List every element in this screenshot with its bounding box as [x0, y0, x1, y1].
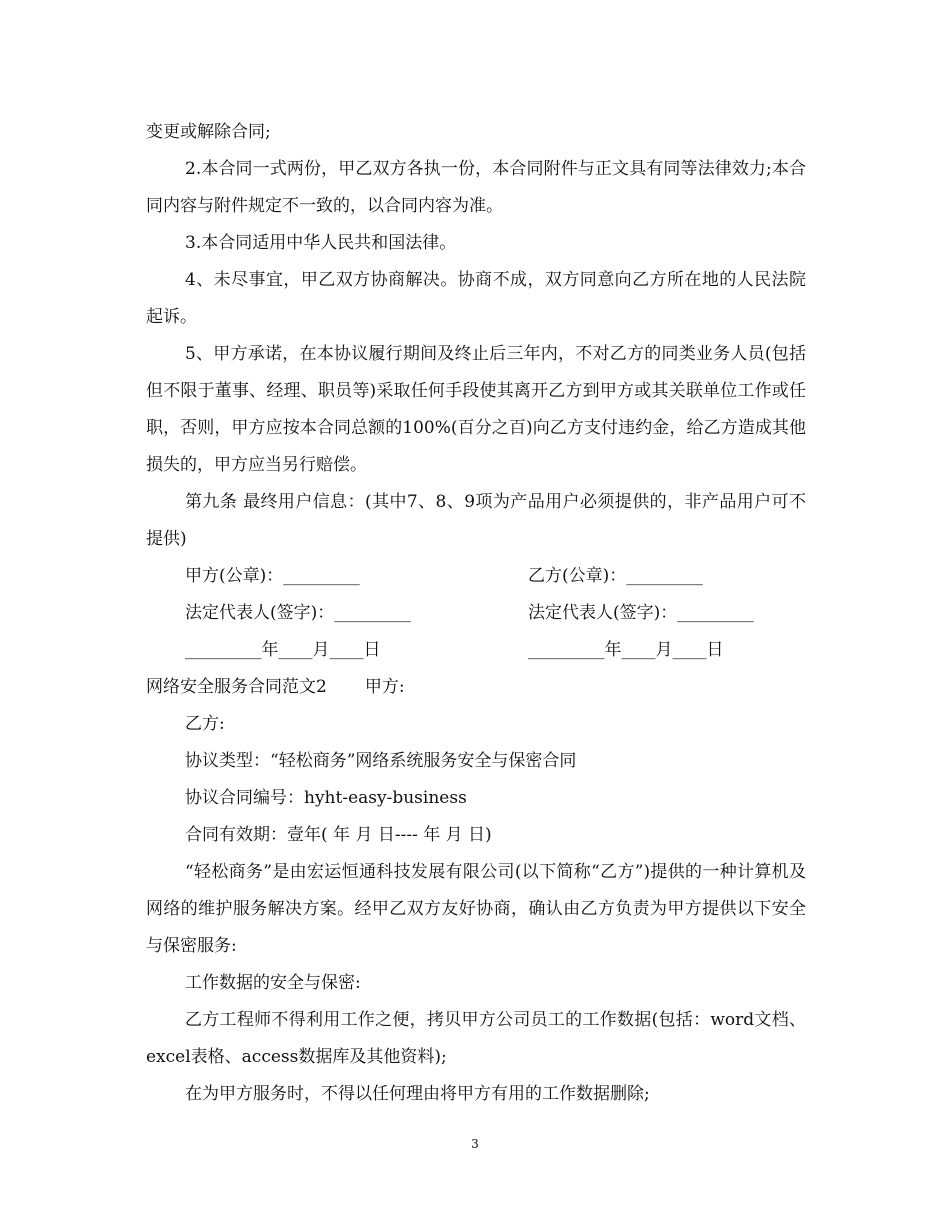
party-a-seal: 甲方(公章)：_________ — [185, 566, 360, 586]
party-a-representative: 法定代表人(签字)：_________ — [185, 603, 411, 623]
page-number: 3 — [471, 1137, 479, 1151]
paragraph: 合同有效期：壹年( 年 月 日---- 年 月 日) — [185, 825, 492, 845]
paragraph: 4、未尽事宜，甲乙双方协商解决。协商不成，双方同意向乙方所在地的人民法院起诉。 — [146, 270, 806, 327]
paragraph: 在为甲方服务时，不得以任何理由将甲方有用的工作数据删除; — [185, 1084, 650, 1104]
paragraph: 变更或解除合同; — [146, 122, 271, 142]
signature-block — [146, 558, 806, 669]
representative-row — [146, 595, 806, 632]
party-a-date: _________年____月____日 — [185, 640, 381, 660]
date-row — [146, 632, 806, 669]
section-title: 网络安全服务合同范文2 — [146, 677, 327, 697]
paragraph: 协议合同编号：hyht-easy-business — [185, 788, 467, 808]
paragraph: 3.本合同适用中华人民共和国法律。 — [185, 233, 457, 253]
paragraph: 乙方: — [185, 714, 225, 734]
party-b-seal: 乙方(公章)：_________ — [528, 566, 703, 586]
contract-clauses — [146, 114, 806, 558]
paragraph: 乙方工程师不得利用工作之便，拷贝甲方公司员工的工作数据(包括：word文档、excel表格、access数据库及其他资料); — [146, 1010, 806, 1067]
paragraph: 5、甲方承诺，在本协议履行期间及终止后三年内，不对乙方的同类业务人员(包括但不限于董事、经理、职员等)采取任何手段使其离开乙方到甲方或其关联单位工作或任职，否则，甲方应按本合同总额的100%(百分之百)向乙方支付违约金，给乙方造成其他损失的，甲方应当另行赔偿。 — [146, 344, 806, 475]
seal-row — [146, 558, 806, 595]
party-b-date: _________年____月____日 — [528, 640, 724, 660]
paragraph: 工作数据的安全与保密: — [185, 973, 361, 993]
paragraph: 协议类型：“轻松商务”网络系统服务安全与保密合同 — [185, 751, 577, 771]
paragraph: 第九条 最终用户信息：(其中7、8、9项为产品用户必须提供的，非产品用户可不提供) — [146, 492, 806, 549]
party-b-representative: 法定代表人(签字)：_________ — [528, 603, 754, 623]
paragraph: “轻松商务”是由宏运恒通科技发展有限公司(以下简称“乙方”)提供的一种计算机及网络的维护服务解决方案。经甲乙双方友好协商，确认由乙方负责为甲方提供以下安全与保密服务: — [146, 862, 806, 956]
document-body — [146, 114, 806, 1113]
contract-second-section — [146, 706, 806, 1113]
party-a-label: 甲方: — [364, 677, 405, 697]
paragraph: 2.本合同一式两份，甲乙双方各执一份，本合同附件与正文具有同等法律效力;本合同内容与附件规定不一致的，以合同内容为准。 — [146, 159, 806, 216]
section-title-row — [146, 669, 806, 706]
